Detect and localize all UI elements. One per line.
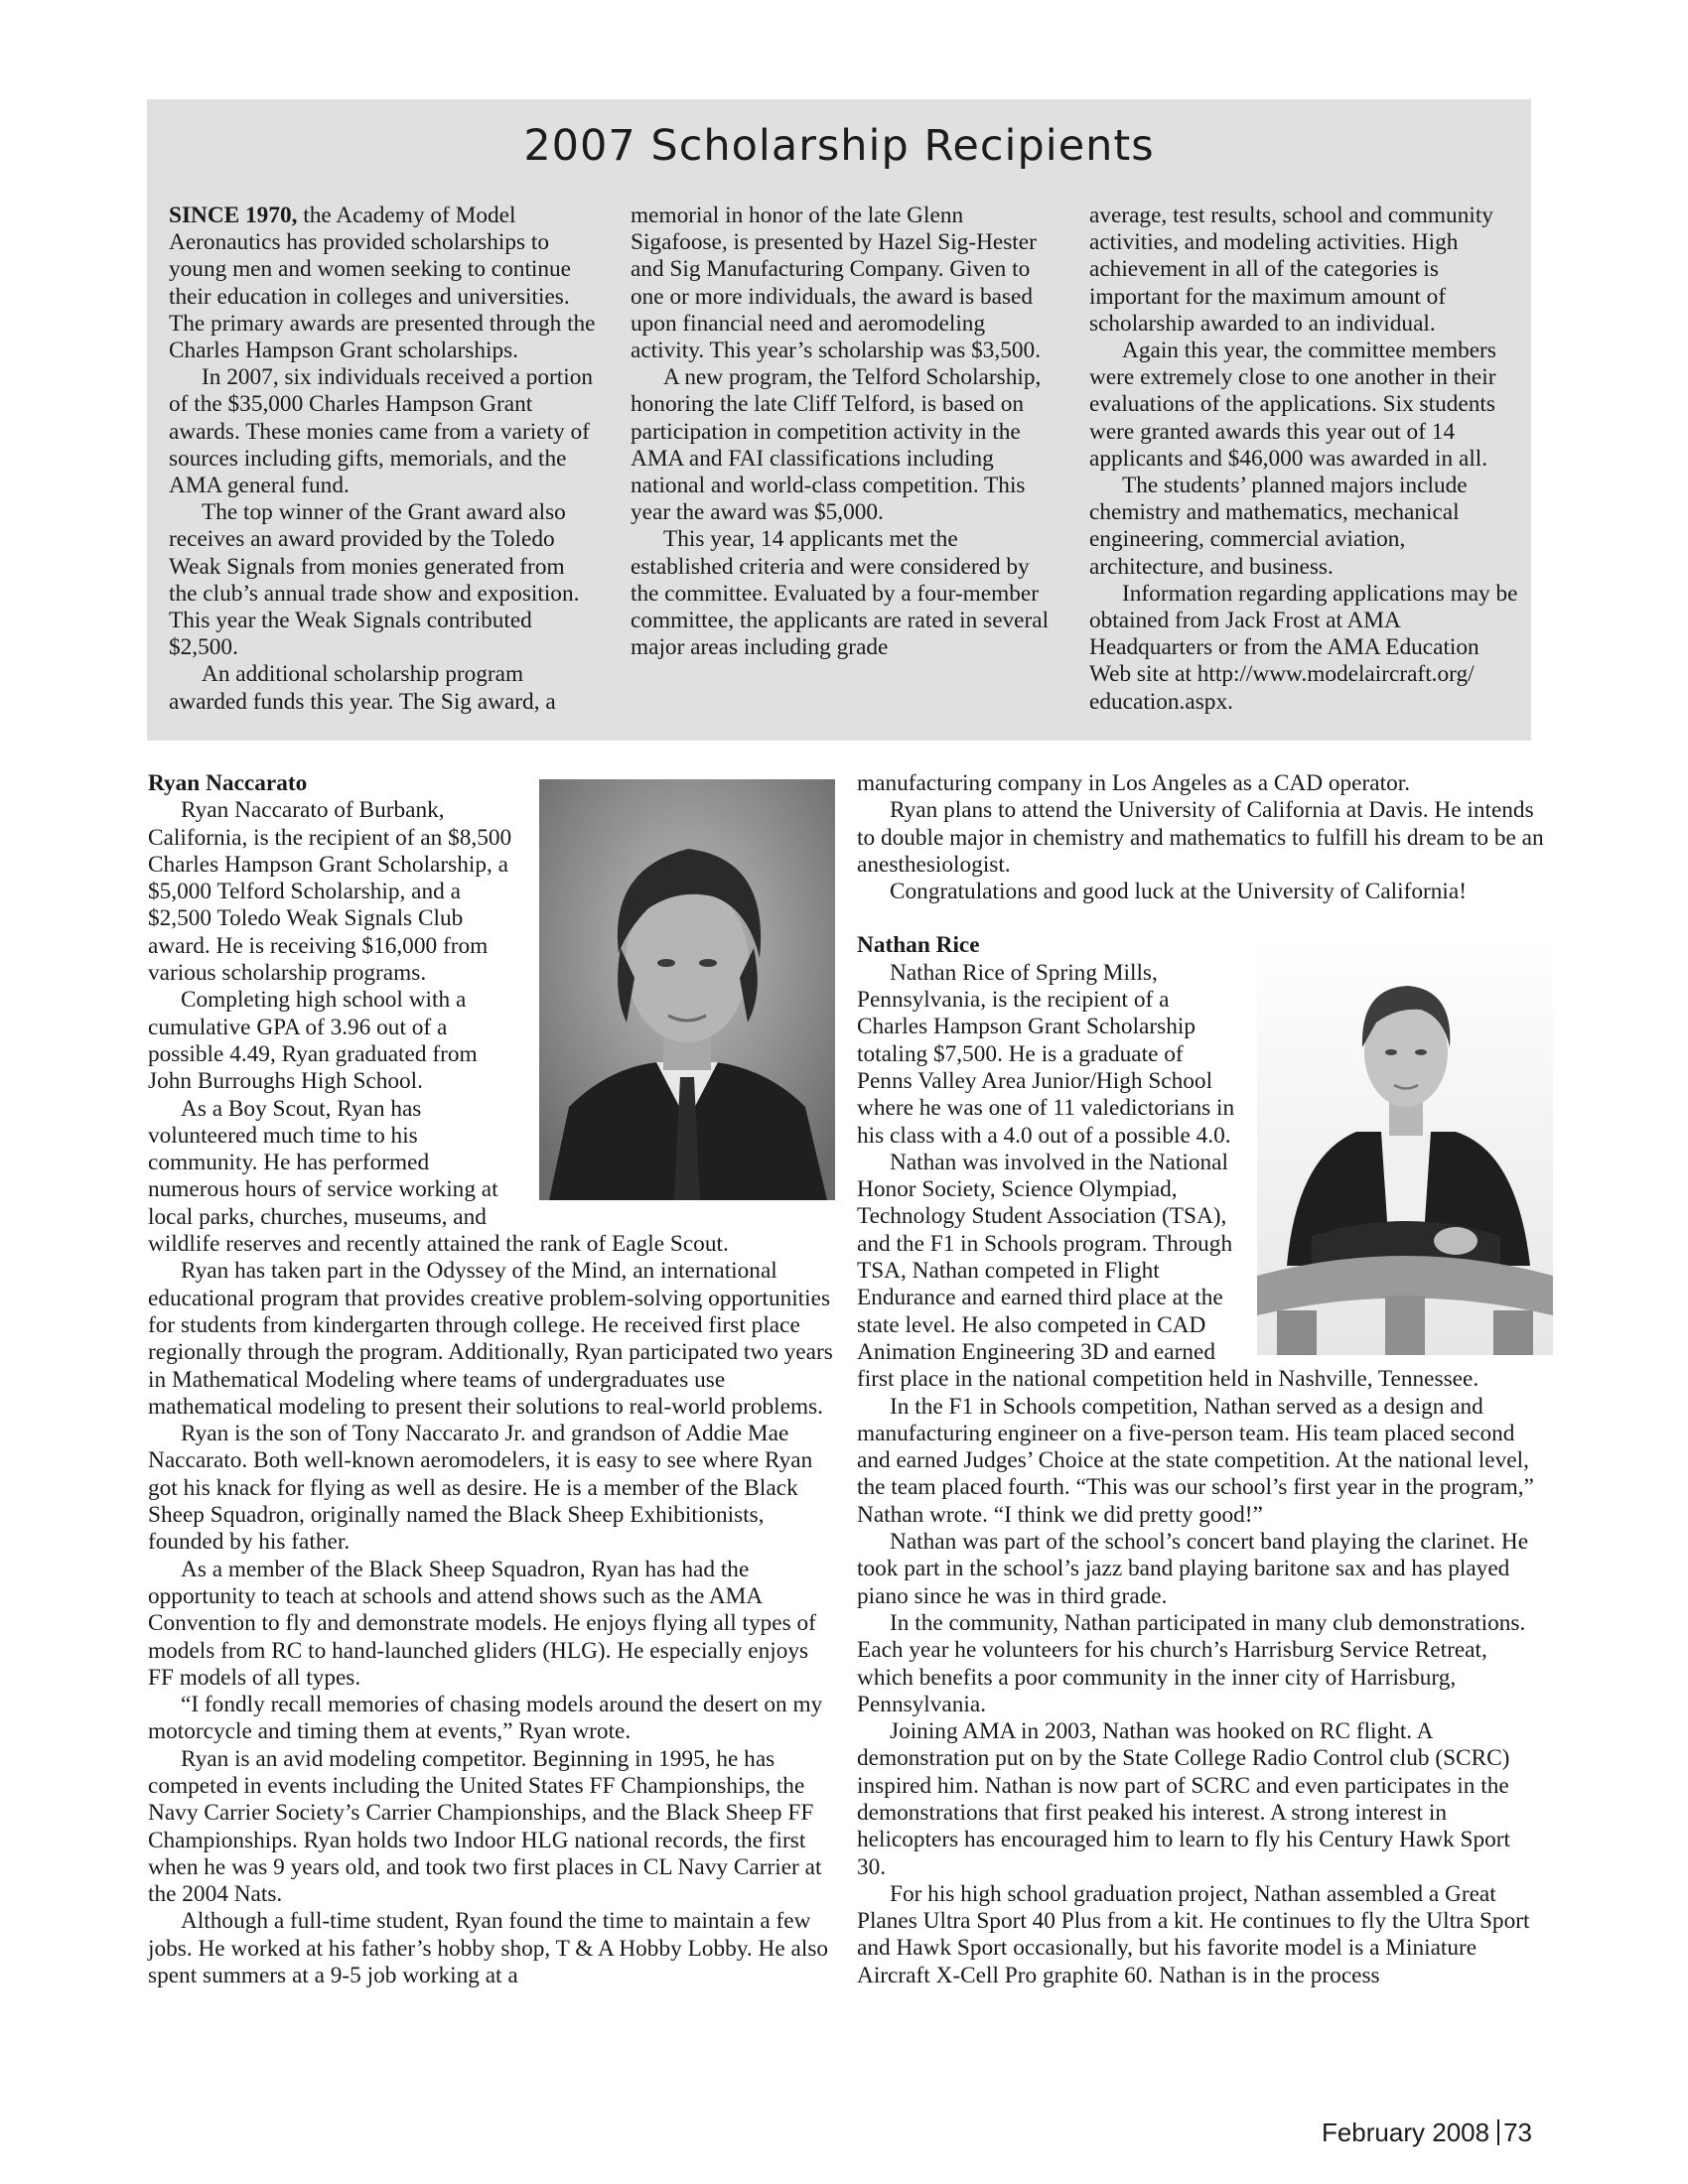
sidebar-lead-in: SINCE 1970, xyxy=(169,203,298,228)
sidebar-column-1 xyxy=(169,203,598,716)
sidebar-column-3 xyxy=(1089,203,1518,716)
page-number: 73 xyxy=(1503,2117,1532,2147)
sidebar-column-2 xyxy=(631,203,1059,661)
article-paragraph: Joining AMA in 2003, Nathan was hooked on RC flight. A demonstration put on by the State College Radio Control club (SCRC) inspired him. Nathan is now part of SCRC and even participates in the demonstrations that first peaked his interest. A strong interest in helicopters has encouraged him to learn to fly his Century Hawk Sport 30. xyxy=(857,1718,1510,1880)
sidebar-paragraph: Information regarding applications may be obtained from Jack Frost at AMA Headquarters or from the AMA Education Web site at http://www.modelaircraft.org/ education.aspx. xyxy=(1089,580,1518,715)
article-paragraph: Ryan has taken part in the Odyssey of the Mind, an international educational program that provides creative problem-solving opportunities for students from kindergarten through college. He received first place regionally through the program. Additionally, Ryan participated two years in Mathematical Modeling where teams of undergraduates use mathematical modeling to present their solutions to real-world problems. xyxy=(148,1258,833,1420)
sidebar-paragraph: The top winner of the Grant award also receives an award provided by the Toledo Weak Signals from monies generated from the club’s annual trade show and exposition. This year the Weak Signals contributed $2,500. xyxy=(169,499,580,661)
sidebar-paragraph: The students’ planned majors include chemistry and mathematics, mechanical engineering, commercial aviation, architecture, and business. xyxy=(1089,473,1468,580)
sidebar-paragraph: In 2007, six individuals received a portion of the $35,000 Charles Hampson Grant awards. These monies came from a variety of sources including gifts, memorials, and the AMA general fund. xyxy=(169,364,594,499)
portrait-image xyxy=(1257,938,1553,1355)
article-paragraph: Ryan plans to attend the University of California at Davis. He intends to double major in chemistry and mathematics to fulfill his dream to be an anesthesiologist. xyxy=(857,797,1544,878)
sidebar-paragraph: memorial in honor of the late Glenn Sigafoose, is presented by Hazel Sig-Hester and Sig Manufacturing Company. Given to one or more individuals, the award is based upon financial need and aeromodeling activity. This year’s scholarship was $3,500. xyxy=(631,203,1042,364)
ryan-naccarato-photo xyxy=(539,779,835,1200)
article-paragraph: In the F1 in Schools competition, Nathan served as a design and manufacturing engineer on a five-person team. His team placed second and earned Judges’ Choice at the state competition. At the national level, the team placed fourth. “This was our school’s first year in the program,” Nathan wrote. “I think we did pretty good!” xyxy=(857,1393,1534,1528)
section-gap xyxy=(857,905,1544,932)
nathan-rice-heading: Nathan Rice xyxy=(857,932,980,959)
sidebar-title: 2007 Scholarship Recipients xyxy=(523,121,1155,171)
article-paragraph: Ryan is an avid modeling competitor. Beginning in 1995, he has competed in events including the United States FF Championships, the Navy Carrier Society’s Carrier Championships, and the Black Sheep FF Championships. Ryan holds two Indoor HLG national records, the first when he was 9 years old, and took two first places in CL Navy Carrier at the 2004 Nats. xyxy=(148,1745,822,1908)
article-paragraph: Ryan Naccarato of Burbank, California, is the recipient of an $8,500 Charles Hampson Grant Scholarship, a $5,000 Telford Scholarship, and a $2,500 Toledo Weak Signals Club award. He is receiving $16,000 from various scholarship programs. xyxy=(148,797,512,987)
article-paragraph: For his high school graduation project, Nathan assembled a Great Planes Ultra Sport 40 Plus from a kit. He continues to fly the Ultra Sport and Hawk Sport occasionally, but his favorite model is a Miniature Aircraft X-Cell Pro graphite 60. Nathan is in the process xyxy=(857,1880,1530,1988)
article-paragraph: In the community, Nathan participated in many club demonstrations. Each year he volunteers for his church’s Harrisburg Service Retreat, which benefits a poor community in the inner city of Harrisburg, Pennsylvania. xyxy=(857,1609,1526,1717)
article-paragraph: As a Boy Scout, Ryan has volunteered much time to his community. He has performed numerous hours of service working at local parks, churches, museums, and wildlife reserves and recently attained the rank of Eagle Scout. xyxy=(148,1095,729,1258)
sidebar-paragraph: An additional scholarship program awarded funds this year. The Sig award, a xyxy=(169,661,556,715)
article-column-right xyxy=(857,770,1544,1989)
article-paragraph: Completing high school with a cumulative GPA of 3.96 out of a possible 4.49, Ryan graduated from John Burroughs High School. xyxy=(148,987,478,1095)
article-paragraph: Although a full-time student, Ryan found the time to maintain a few jobs. He worked at his father’s hobby shop, T & A Hobby Lobby. He also spent summers at a 9-5 job working at a xyxy=(148,1908,829,1989)
portrait-image xyxy=(539,779,835,1200)
scholarship-sidebar xyxy=(147,99,1531,741)
article-paragraph: As a member of the Black Sheep Squadron, Ryan has had the opportunity to teach at schools and attend shows such as the AMA Convention to fly and demonstrate models. He enjoys flying all types of models from RC to hand-launched gliders (HLG). He especially enjoys FF models of all types. xyxy=(148,1556,816,1691)
page-footer xyxy=(1322,2117,1532,2148)
article-paragraph: “I fondly recall memories of chasing models around the desert on my motorcycle and timing them at events,” Ryan wrote. xyxy=(148,1692,823,1745)
article-paragraph: Nathan was part of the school’s concert band playing the clarinet. He took part in the school’s jazz band playing baritone sax and has played piano since he was in third grade. xyxy=(857,1529,1529,1609)
issue-date: February 2008 xyxy=(1321,2117,1490,2147)
sidebar-paragraph: average, test results, school and community activities, and modeling activities. High achievement in all of the categories is important for the maximum amount of scholarship awarded to an individual. xyxy=(1089,203,1493,337)
article-column-left xyxy=(148,770,835,1989)
nathan-rice-photo xyxy=(1257,938,1553,1355)
ryan-naccarato-heading: Ryan Naccarato xyxy=(148,770,308,796)
article-paragraph: Congratulations and good luck at the University of California! xyxy=(890,879,1468,905)
sidebar-paragraph: Again this year, the committee members were extremely close to one another in their evaluations of the applications. Six students were granted awards this year out of 14 applicants and $46,000 was awarded in all. xyxy=(1089,338,1496,472)
sidebar-paragraph: This year, 14 applicants met the established criteria and were considered by the committee. Evaluated by a four-member committee, the applicants are rated in several major areas including grade xyxy=(631,526,1050,661)
article-paragraph: Ryan is the son of Tony Naccarato Jr. and grandson of Addie Mae Naccarato. Both well-known aeromodelers, it is easy to see where Ryan got his knack for flying as well as desire. He is a member of the Black Sheep Squadron, originally named the Black Sheep Exhibitionists, founded by his father. xyxy=(148,1421,813,1556)
sidebar-paragraph: A new program, the Telford Scholarship, honoring the late Cliff Telford, is based on participation in competition activity in the AMA and FAI classifications including national and world-class competition. This year the award was $5,000. xyxy=(631,364,1042,526)
sidebar-paragraph: SINCE 1970, the Academy of Model Aeronautics has provided scholarships to young men and women seeking to continue their education in colleges and universities. The primary awards are presented through the Charles Hampson Grant scholarships. xyxy=(169,203,596,364)
article-paragraph: Nathan Rice of Spring Mills, Pennsylvania, is the recipient of a Charles Hampson Grant Scholarship totaling $7,500. He is a graduate of Penns Valley Area Junior/High School where he was one of 11 valedictorians in his class with a 4.0 out of a possible 4.0. xyxy=(857,959,1235,1149)
article-paragraph: manufacturing company in Los Angeles as a CAD operator. xyxy=(857,770,1411,796)
footer-separator xyxy=(1497,2119,1499,2145)
article-paragraph: Nathan was involved in the National Honor Society, Science Olympiad, Technology Student Association (TSA), and the F1 in Schools program. Through TSA, Nathan competed in Flight Endurance and earned third place at the state level. He also competed in CAD Animation Engineering 3D and earned first place in the national competition held in Nashville, Tennessee. xyxy=(857,1149,1479,1393)
